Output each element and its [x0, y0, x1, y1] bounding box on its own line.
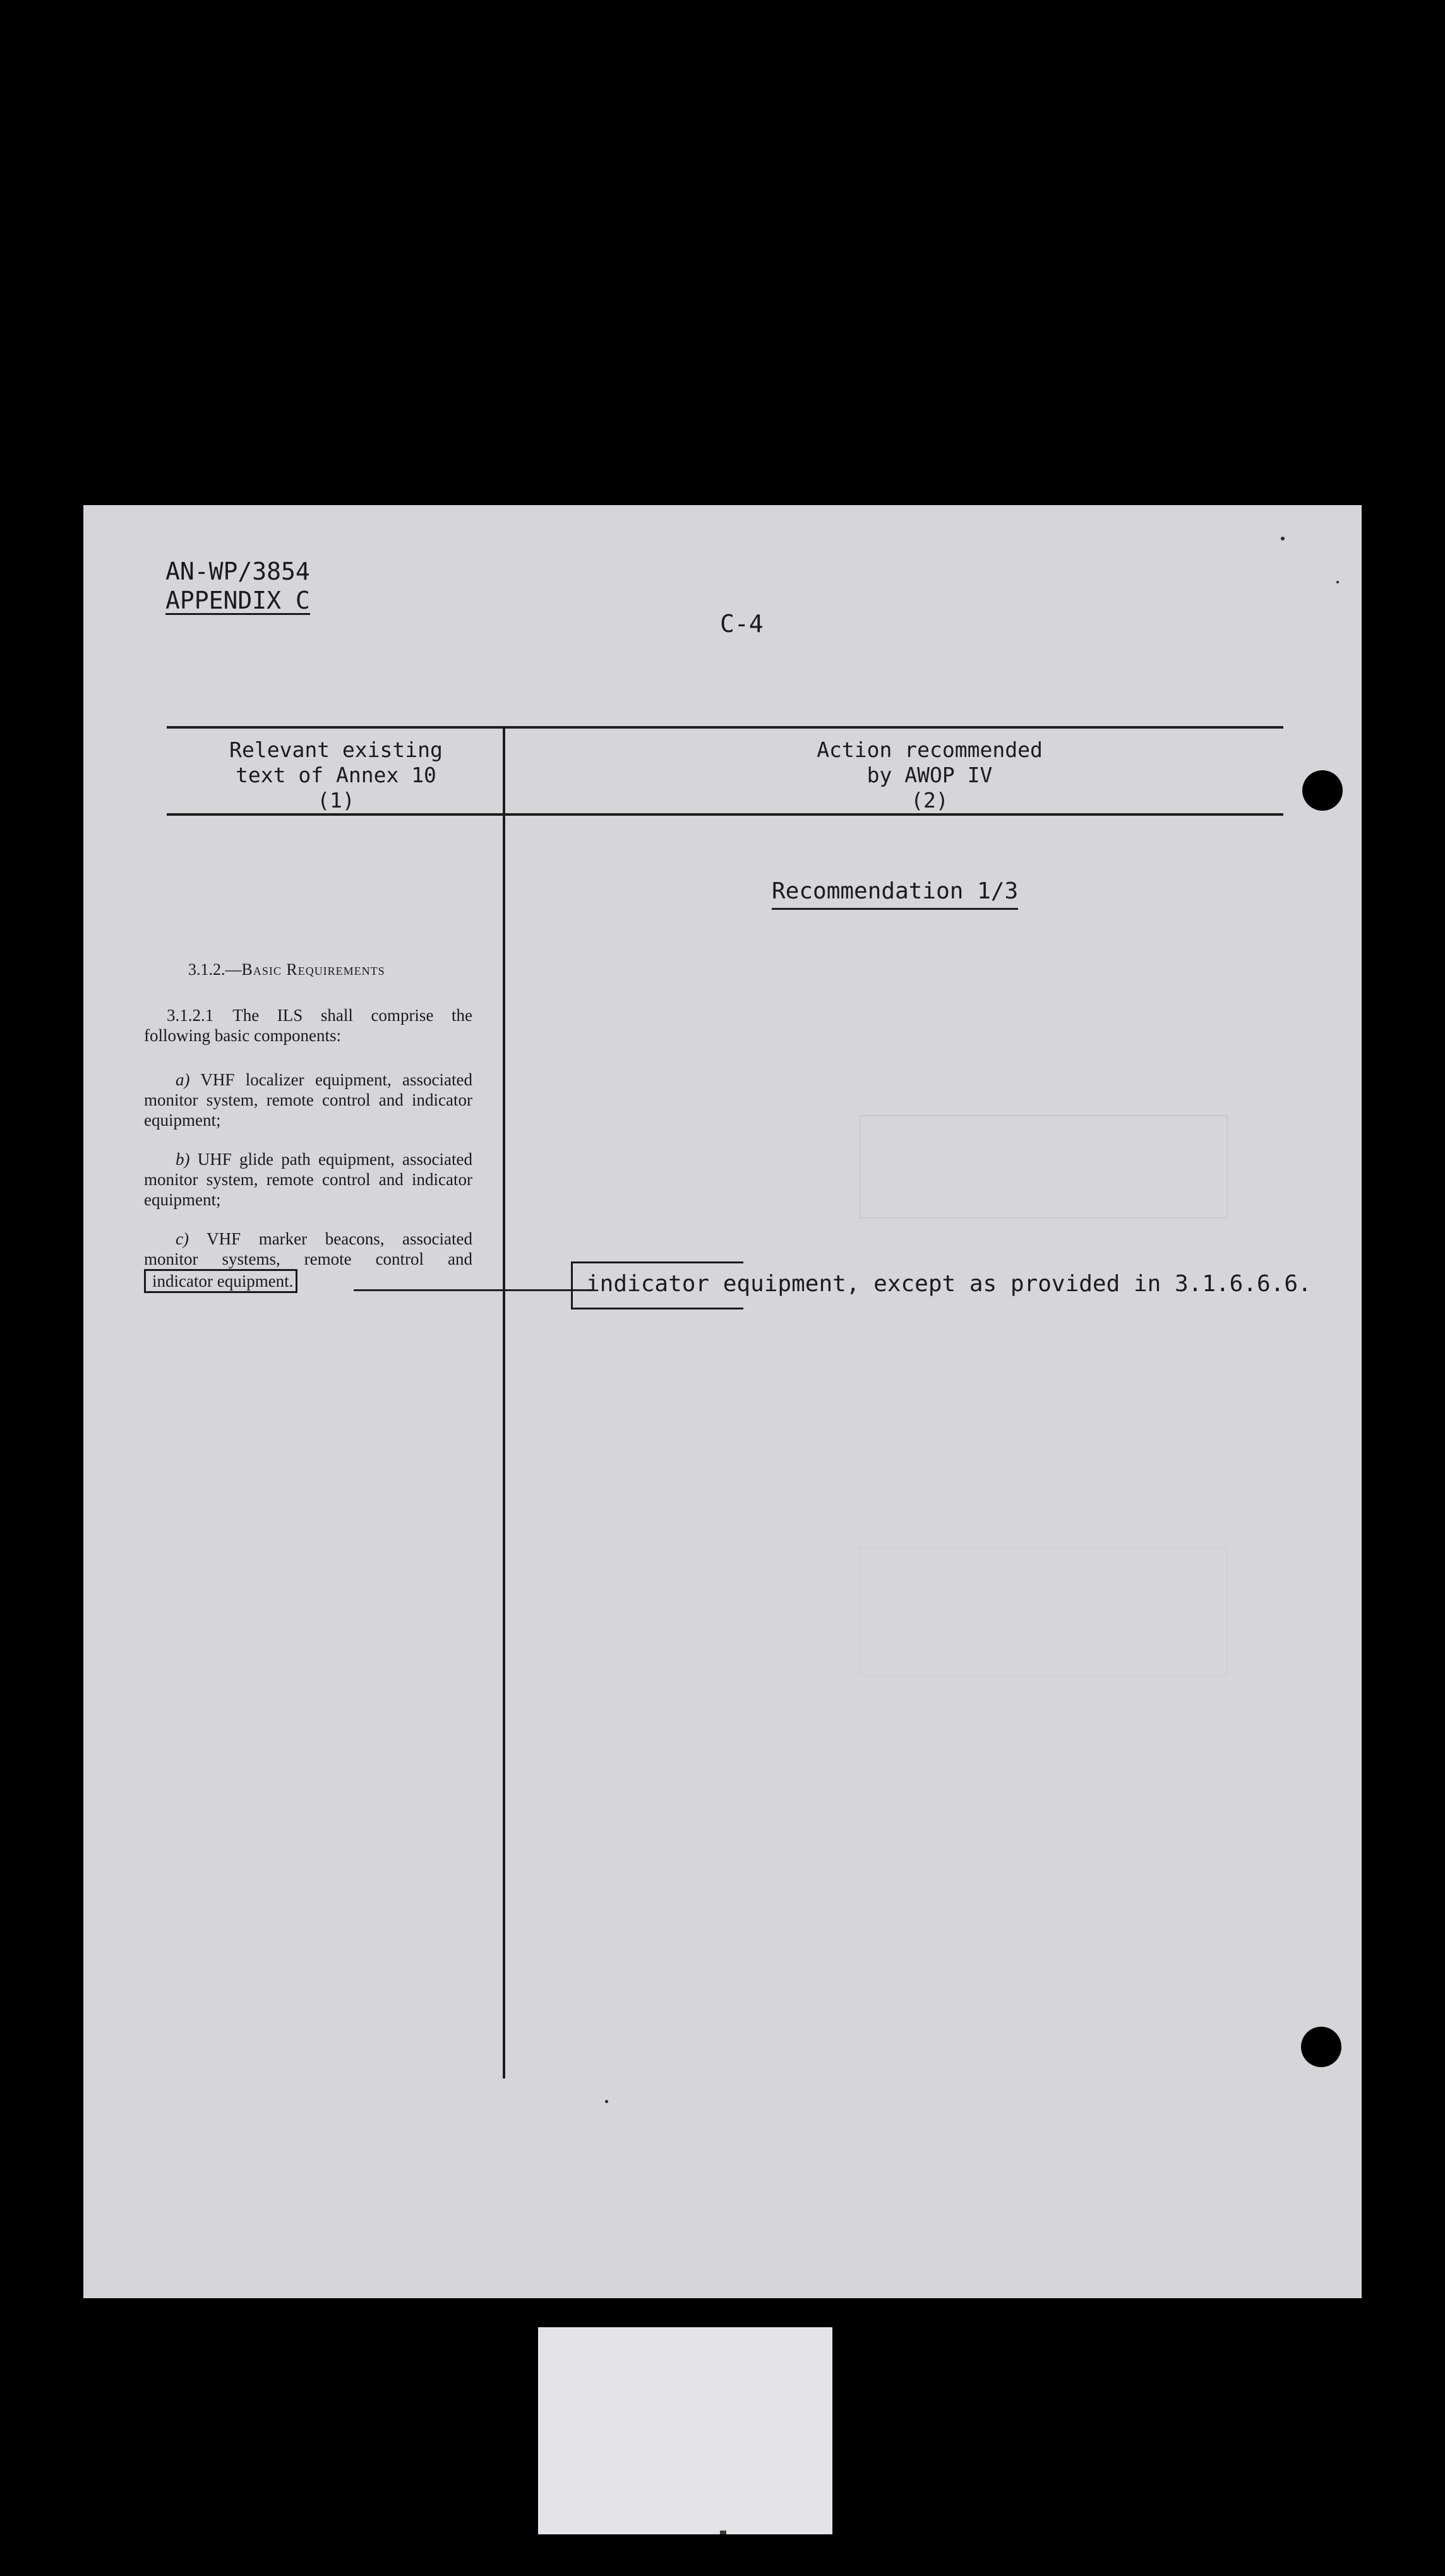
paper-speck [605, 2100, 608, 2103]
calibration-card-mark [720, 2531, 726, 2534]
punch-hole [1302, 770, 1343, 811]
section-title: Basic Requirements [241, 960, 385, 979]
item-text: VHF marker beacons, associated monitor systems, remote control and [144, 1229, 472, 1268]
document-reference [165, 557, 310, 615]
document-page [83, 505, 1362, 2298]
column-1-header [203, 737, 469, 813]
paper-speck [1281, 537, 1285, 540]
annex-excerpt [144, 960, 472, 1293]
section-number: 3.1.2.— [188, 960, 242, 979]
paragraph-number: 3.1.2.1 [167, 1006, 214, 1025]
item-text: VHF localizer equipment, associated monitor system, remote control and indicator equipment; [144, 1070, 472, 1130]
item-letter: a) [176, 1070, 190, 1089]
column-1-header-line: text of Annex 10 [236, 763, 436, 787]
item-text: UHF glide path equipment, associated monitor system, remote control and indicator equipment; [144, 1150, 472, 1209]
appendix-label: APPENDIX C [165, 587, 310, 614]
amendment-link-line [354, 1289, 594, 1291]
column-1-header-line: Relevant existing [229, 737, 443, 762]
table-top-rule [167, 726, 1283, 729]
table-header-rule [167, 813, 1283, 816]
paper-speck [1336, 581, 1339, 583]
section-heading [188, 960, 472, 980]
boxed-amended-text: indicator equipment. [144, 1269, 297, 1293]
paragraph-text: The ILS shall comprise the following basic components: [144, 1006, 472, 1045]
list-item-c [144, 1229, 472, 1293]
item-letter: c) [176, 1229, 189, 1248]
recommendation-title: Recommendation 1/3 [772, 878, 1018, 910]
column-divider [503, 726, 505, 2078]
bleed-through-box [859, 1115, 1228, 1219]
page-number: C-4 [720, 610, 764, 638]
column-2-header-line: Action recommended [817, 737, 1043, 762]
item-letter: b) [176, 1150, 190, 1169]
bleed-through-box [859, 1547, 1228, 1676]
column-2-header-line: by AWOP IV [866, 763, 993, 787]
paragraph-3-1-2-1 [144, 1005, 472, 1046]
column-2-header [740, 737, 1119, 813]
list-item-a [144, 1070, 472, 1130]
column-1-header-number: (1) [317, 788, 355, 813]
column-2-header-number: (2) [911, 788, 949, 813]
calibration-card [538, 2327, 832, 2534]
document-number: AN-WP/3854 [165, 558, 310, 585]
list-item-b [144, 1149, 472, 1210]
recommended-replacement-text: indicator equipment, except as provided in 3.1.6.6.6. [586, 1271, 1312, 1297]
punch-hole [1301, 2027, 1341, 2067]
